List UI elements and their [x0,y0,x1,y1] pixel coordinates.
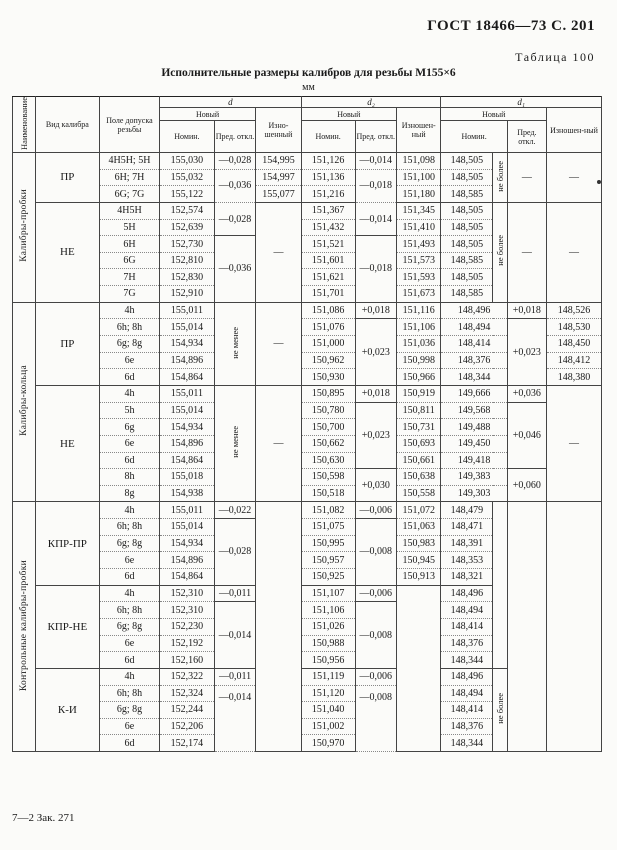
d2-nom-cell: 151,432 [301,219,355,236]
d-nom-cell: 155,014 [159,402,214,419]
d2-nom-cell: 151,367 [301,202,355,219]
d1-nom-cell: 148,505 [441,269,493,286]
d2-worn-cell: 151,493 [396,236,441,253]
d-nom-cell: 155,014 [159,319,214,336]
d-worn-cell: — [256,202,302,302]
d-nom-cell: 155,011 [159,302,214,319]
d2-dev-cell: —0,014 [355,202,396,235]
kind-ne-ring: НЕ [35,385,99,501]
d2-nom-cell: 150,962 [301,352,355,369]
d-dev-cell: —0,022 [214,502,255,519]
d2-nom-cell: 151,216 [301,186,355,203]
d1-nom-cell: 148,414 [441,618,493,635]
d1-nom-cell: 148,505 [441,236,493,253]
d1-nom-cell: 148,414 [441,702,493,719]
d2-nom-cell: 151,107 [301,585,355,602]
tolerance-cell: 4h [99,385,159,402]
group-label-kontrol: Контрольные калибры-пробки [13,502,36,752]
table-row [13,502,602,519]
d-nom-cell: 155,014 [159,519,214,536]
d2-worn-cell: 151,116 [396,302,441,319]
col-header-name: Наименование [13,97,36,153]
d2-nom-cell: 150,895 [301,385,355,402]
tolerance-cell: 6e [99,718,159,735]
tolerance-cell: 6d [99,369,159,386]
d2-worn-cell: 151,100 [396,169,441,186]
col-header-d2-new: Новый [301,108,396,121]
tolerance-cell: 6h; 8h [99,602,159,619]
d2-nom-cell: 151,136 [301,169,355,186]
d2-nom-cell: 150,700 [301,419,355,436]
d1-nom-cell: 148,494 [441,319,507,336]
d-nom-cell: 152,830 [159,269,214,286]
col-header-kind: Вид калибра [35,97,99,153]
d-dev-cell: —0,028 [214,202,255,235]
table-number: Таблица 100 [515,50,595,64]
d2-worn-cell: 150,731 [396,419,441,436]
d1-dev-cell: — [507,153,546,203]
d-nom-cell: 152,810 [159,252,214,269]
d1-worn-cell: 148,526 [547,302,602,319]
kind-kpr-ne: КПР-НЕ [35,585,99,668]
tolerance-cell: 6d [99,569,159,586]
d2-nom-cell: 150,957 [301,552,355,569]
d1-nom-cell: 148,321 [441,569,493,586]
tolerance-cell: 6d [99,652,159,669]
d-dev-cell: —0,036 [214,169,255,202]
col-header-d: d [159,97,301,108]
d1-nom-cell: 148,505 [441,169,493,186]
d1-nom-cell: 149,568 [441,402,507,419]
table-row [13,385,602,402]
d2-nom-cell: 151,119 [301,668,355,685]
d1-nom-cell: 148,496 [441,302,507,319]
d-nom-cell: 154,896 [159,435,214,452]
col-header-d2-dev: Пред. откл. [355,121,396,153]
d2-nom-cell: 150,930 [301,369,355,386]
tolerance-cell: 6g; 8g [99,535,159,552]
d2-worn-cell: 150,998 [396,352,441,369]
d1-nom-cell: 148,344 [441,735,493,752]
kind-pr: ПР [35,153,99,203]
d2-worn-cell: 150,945 [396,552,441,569]
d-nom-cell: 152,244 [159,702,214,719]
table-row [13,402,602,419]
ne-bolee-note: не более [493,668,507,751]
d-nom-cell: 152,639 [159,219,214,236]
d-worn-cell: 154,997 [256,169,302,186]
d1-dev-empty [507,502,546,752]
d-nom-cell: 155,122 [159,186,214,203]
d-nom-cell: 152,160 [159,652,214,669]
d2-dev-cell: +0,030 [355,469,396,502]
tolerance-cell: 6H [99,236,159,253]
tolerance-cell: 6g [99,419,159,436]
d2-dev-cell: —0,006 [355,502,396,519]
tolerance-cell: 8g [99,485,159,502]
d-nom-cell: 154,896 [159,552,214,569]
d-nom-cell: 154,864 [159,569,214,586]
d2-nom-cell: 150,970 [301,735,355,752]
d1-nom-cell: 148,496 [441,585,493,602]
d-nom-cell: 152,324 [159,685,214,702]
note-empty [493,502,507,668]
d1-nom-cell: 148,479 [441,502,493,519]
d1-worn-cell: — [547,153,602,203]
d2-worn-cell: 150,983 [396,535,441,552]
table-row [13,202,602,219]
d-nom-cell: 152,322 [159,668,214,685]
d2-worn-cell: 150,638 [396,469,441,486]
tolerance-cell: 5h [99,402,159,419]
calibre-dimensions-table [12,96,602,752]
d1-dev-cell: +0,018 [507,302,546,319]
d2-dev-cell: +0,023 [355,402,396,469]
d1-nom-cell: 148,585 [441,186,493,203]
d2-nom-cell: 150,925 [301,569,355,586]
d2-nom-cell: 151,002 [301,718,355,735]
d1-dev-cell: +0,036 [507,385,546,402]
d-nom-cell: 152,174 [159,735,214,752]
d-nom-cell: 152,910 [159,286,214,303]
d2-dev-cell: —0,008 [355,519,396,586]
d2-worn-cell: 151,106 [396,319,441,336]
tolerance-cell: 7G [99,286,159,303]
d-nom-cell: 155,032 [159,169,214,186]
d2-worn-cell: 150,811 [396,402,441,419]
tolerance-cell: 6h; 8h [99,319,159,336]
d2-worn-cell: 151,410 [396,219,441,236]
tolerance-cell: 6e [99,352,159,369]
d1-worn-cell: — [547,385,602,501]
d1-nom-cell: 149,488 [441,419,507,436]
tolerance-cell: 6d [99,452,159,469]
d2-worn-cell: 150,558 [396,485,441,502]
tolerance-cell: 5H [99,219,159,236]
group-label-kolca: Калибры-кольца [13,302,36,502]
d1-worn-cell: 148,450 [547,336,602,353]
d2-worn-cell: 150,913 [396,569,441,586]
ne-menee-note: не менее [214,385,255,501]
d2-nom-cell: 151,521 [301,236,355,253]
kind-ne: НЕ [35,202,99,302]
d-nom-cell: 152,310 [159,585,214,602]
d1-dev-cell: +0,046 [507,402,546,469]
page-footer: 7—2 Зак. 271 [12,812,75,824]
col-header-d1: d₁ [441,97,602,108]
d2-nom-cell: 150,988 [301,635,355,652]
d2-nom-cell: 151,000 [301,336,355,353]
d1-dev-cell: +0,023 [507,319,546,386]
col-header-d1-nom: Номин. [441,121,507,153]
table-title: Исполнительные размеры калибров для резьбы М155×6 [161,67,456,79]
table-row [13,153,602,170]
d2-dev-cell: —0,014 [355,153,396,170]
d1-nom-cell: 148,585 [441,286,493,303]
d-nom-cell: 154,934 [159,419,214,436]
tolerance-cell: 6G; 7G [99,186,159,203]
d2-nom-cell: 151,701 [301,286,355,303]
d1-nom-cell: 148,585 [441,252,493,269]
d1-nom-cell: 149,418 [441,452,507,469]
d2-dev-cell: +0,018 [355,385,396,402]
d-nom-cell: 154,896 [159,352,214,369]
d2-nom-cell: 150,518 [301,485,355,502]
d-dev-cell: —0,036 [214,236,255,303]
d1-dev-cell: +0,060 [507,469,546,502]
d1-nom-cell: 148,376 [441,718,493,735]
col-header-d1-dev: Пред. откл. [507,121,546,153]
d1-nom-cell: 149,303 [441,485,507,502]
d-nom-cell: 152,574 [159,202,214,219]
d2-nom-cell: 151,076 [301,319,355,336]
d1-nom-cell: 149,666 [441,385,507,402]
tolerance-cell: 6e [99,635,159,652]
tolerance-cell: 4h [99,502,159,519]
tolerance-cell: 4h [99,302,159,319]
d1-worn-cell: 148,412 [547,352,602,369]
col-header-d-new: Новый [159,108,255,121]
d2-worn-cell: 151,345 [396,202,441,219]
d-nom-cell: 152,310 [159,602,214,619]
tolerance-cell: 6h; 8h [99,519,159,536]
d2-worn-cell: 151,593 [396,269,441,286]
d1-nom-cell: 148,376 [441,635,493,652]
d2-worn-cell: 151,063 [396,519,441,536]
d-nom-cell: 154,864 [159,452,214,469]
d2-dev-cell: —0,008 [355,602,396,669]
d1-nom-cell: 148,505 [441,219,493,236]
d-nom-cell: 152,192 [159,635,214,652]
d1-nom-cell: 148,344 [441,369,507,386]
tolerance-cell: 6h; 8h [99,685,159,702]
tolerance-cell: 4h [99,668,159,685]
col-header-d2-nom: Номин. [301,121,355,153]
d-nom-cell: 152,230 [159,618,214,635]
d2-dev-cell: —0,006 [355,668,396,685]
d-worn-empty [256,502,302,752]
d-nom-cell: 155,011 [159,502,214,519]
d2-nom-cell: 151,601 [301,252,355,269]
d2-worn-cell: 150,919 [396,385,441,402]
d-nom-cell: 152,730 [159,236,214,253]
d2-nom-cell: 150,780 [301,402,355,419]
d-dev-cell: —0,014 [214,602,255,669]
table-row [13,319,602,336]
d2-nom-cell: 151,026 [301,618,355,635]
d-nom-cell: 152,206 [159,718,214,735]
d1-worn-cell: — [547,202,602,302]
d2-worn-cell: 151,573 [396,252,441,269]
d2-nom-cell: 150,662 [301,435,355,452]
table-row [13,469,602,486]
col-header-d2-worn: Изношен-ный [396,108,441,153]
ne-bolee-note: не более [493,202,507,302]
d-nom-cell: 155,018 [159,469,214,486]
tolerance-cell: 6H; 7H [99,169,159,186]
units-label: мм [302,82,315,93]
tolerance-cell: 4H5H; 5H [99,153,159,170]
d1-nom-cell: 148,376 [441,352,507,369]
tolerance-cell: 6G [99,252,159,269]
d2-dev-cell: —0,018 [355,236,396,303]
d-nom-cell: 155,011 [159,385,214,402]
d1-nom-cell: 148,494 [441,685,493,702]
d1-nom-cell: 148,496 [441,668,493,685]
kind-kpr-pr: КПР-ПР [35,502,99,585]
d2-dev-cell: +0,018 [355,302,396,319]
d-nom-cell: 154,934 [159,336,214,353]
d2-worn-cell: 150,661 [396,452,441,469]
d2-nom-cell: 151,126 [301,153,355,170]
d2-worn-cell: 151,673 [396,286,441,303]
d2-worn-cell: 151,180 [396,186,441,203]
tolerance-cell: 8h [99,469,159,486]
col-header-d-dev: Пред. откл. [214,121,255,153]
d2-dev-cell: —0,006 [355,585,396,602]
tolerance-cell: 4h [99,585,159,602]
tolerance-cell: 6g; 8g [99,702,159,719]
tolerance-cell: 4H5H [99,202,159,219]
d-nom-cell: 154,934 [159,535,214,552]
d-dev-cell: —0,028 [214,153,255,170]
d-worn-cell: 155,077 [256,186,302,203]
d1-nom-cell: 148,505 [441,153,493,170]
d-nom-cell: 154,864 [159,369,214,386]
d-worn-cell: — [256,385,302,501]
d2-dev-cell: —0,008 [355,685,396,752]
d2-nom-cell: 151,075 [301,519,355,536]
tolerance-cell: 6e [99,435,159,452]
document-header: ГОСТ 18466—73 С. 201 [427,18,595,34]
d2-worn-cell: 151,036 [396,336,441,353]
d-worn-cell: — [256,302,302,385]
d-dev-cell: —0,014 [214,685,255,752]
d1-nom-cell: 148,505 [441,202,493,219]
d1-nom-cell: 148,344 [441,652,493,669]
d2-worn-cell: 150,693 [396,435,441,452]
d-nom-cell: 154,938 [159,485,214,502]
d2-nom-cell: 151,120 [301,685,355,702]
kind-k-i: К-И [35,668,99,751]
col-header-d1-worn: Изношен-ный [547,108,602,153]
tolerance-cell: 6g; 8g [99,336,159,353]
col-header-d-worn: Изно-шенный [256,108,302,153]
d-dev-cell: —0,011 [214,668,255,685]
d1-nom-cell: 149,450 [441,435,507,452]
table-row [13,302,602,319]
d2-nom-cell: 150,956 [301,652,355,669]
tolerance-cell: 6g; 8g [99,618,159,635]
d1-nom-cell: 148,391 [441,535,493,552]
d2-worn-cell: 150,966 [396,369,441,386]
col-header-d-nom: Номин. [159,121,214,153]
d2-worn-empty [396,585,441,751]
d-nom-cell: 155,030 [159,153,214,170]
tolerance-cell: 6e [99,552,159,569]
group-label-probki: Калибры-пробки [13,153,36,303]
d2-dev-cell: +0,023 [355,319,396,386]
ne-bolee-note: не более [493,153,507,203]
d1-worn-cell: 148,380 [547,369,602,386]
d2-worn-cell: 151,098 [396,153,441,170]
d-worn-cell: 154,995 [256,153,302,170]
d1-nom-cell: 148,494 [441,602,493,619]
col-header-d2: d₂ [301,97,441,108]
d1-worn-empty [547,502,602,752]
col-header-d1-new: Новый [441,108,547,121]
d2-nom-cell: 151,086 [301,302,355,319]
d2-worn-cell: 151,072 [396,502,441,519]
d1-nom-cell: 148,414 [441,336,507,353]
d1-nom-cell: 148,471 [441,519,493,536]
d-dev-cell: —0,011 [214,585,255,602]
d1-nom-cell: 148,353 [441,552,493,569]
kind-pr-ring: ПР [35,302,99,385]
d1-nom-cell: 149,383 [441,469,507,486]
tolerance-cell: 7H [99,269,159,286]
d2-nom-cell: 151,621 [301,269,355,286]
d2-nom-cell: 150,630 [301,452,355,469]
ne-menee-note: не менее [214,302,255,385]
d2-nom-cell: 151,106 [301,602,355,619]
d2-nom-cell: 151,040 [301,702,355,719]
d2-nom-cell: 150,598 [301,469,355,486]
col-header-tolerance: Поле допуска резьбы [99,97,159,153]
d2-nom-cell: 151,082 [301,502,355,519]
d-dev-cell: —0,028 [214,519,255,586]
d1-worn-cell: 148,530 [547,319,602,336]
d2-nom-cell: 150,995 [301,535,355,552]
tolerance-cell: 6d [99,735,159,752]
d2-dev-cell: —0,018 [355,169,396,202]
d1-dev-cell: — [507,202,546,302]
